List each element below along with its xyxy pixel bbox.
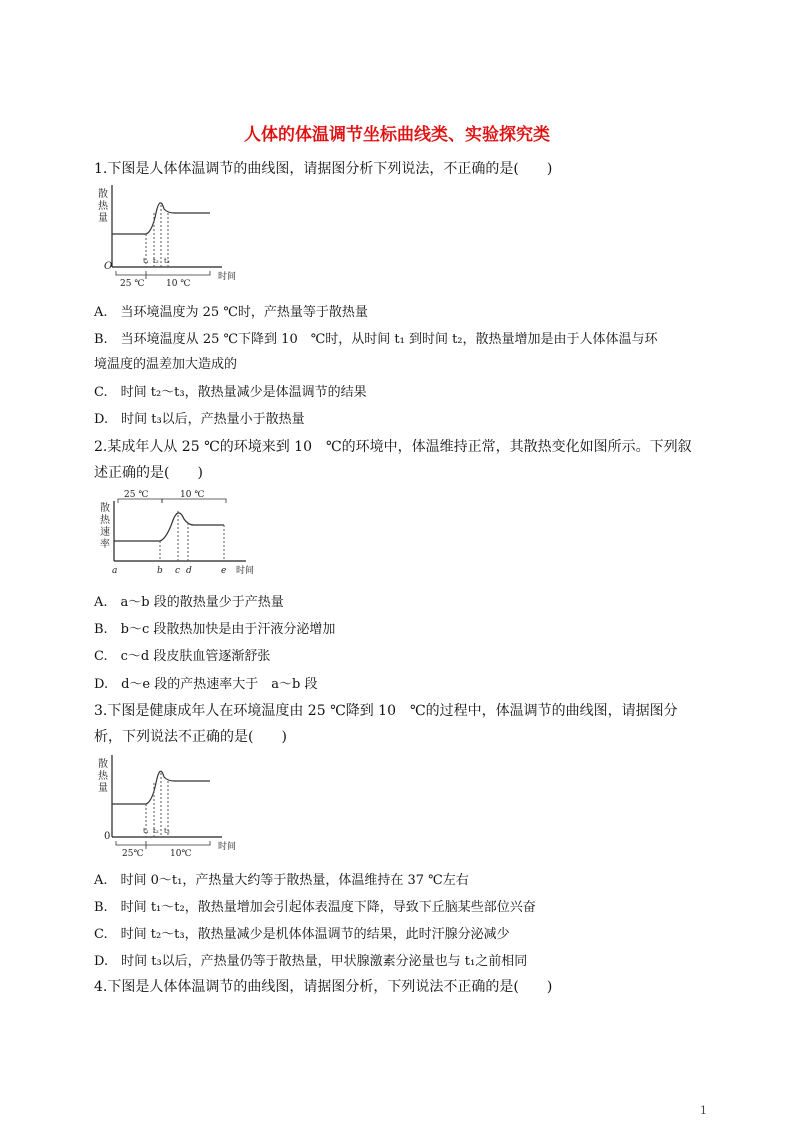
q3-range-10: 10℃: [170, 849, 192, 859]
question-1-stem: 1.下图是人体体温调节的曲线图，请据图分析下列说法，不正确的是( ): [94, 161, 553, 177]
q1-option-b-cont: 境温度的温差加大造成的: [94, 357, 238, 372]
q2-ylabel-3: 速: [100, 527, 110, 538]
q3-curve: [112, 771, 210, 804]
q2-figure: [94, 487, 274, 579]
q3-origin: 0: [104, 831, 111, 842]
q3-tick-t3: t₃: [164, 827, 170, 835]
q1-tick-t1: t₁: [143, 257, 149, 265]
q1-option-a: A. 当环境温度为 25 ℃时，产热量等于散热量: [94, 305, 368, 320]
q2-option-c: C. c～d 段皮肤血管逐渐舒张: [94, 649, 271, 664]
q3-option-c: C. 时间 t₂～t₃，散热量减少是机体体温调节的结果，此时汗腺分泌减少: [94, 927, 510, 942]
q2-tick-e: e: [221, 566, 227, 576]
q2-xlabel: 时间: [236, 566, 255, 576]
q1-range-10: 10 ℃: [166, 279, 191, 289]
question-2-stem-cont: 述正确的是( ): [94, 465, 203, 481]
q2-option-d: D. d～e 段的产热速率大于 a～b 段: [94, 677, 318, 692]
page-number: 1: [700, 1104, 707, 1117]
q2-option-a: A. a～b 段的散热量少于产热量: [94, 595, 284, 610]
q1-option-b: B. 当环境温度从 25 ℃下降到 10 ℃时，从时间 t₁ 到时间 t₂，散热量增加是由于人体体温与环: [94, 332, 658, 347]
q2-ylabel-1: 散: [100, 503, 110, 514]
q3-tick-t2: t₂: [153, 827, 159, 835]
q3-option-b: B. 时间 t₁～t₂，散热量增加会引起体表温度下降，导致下丘脑某些部位兴奋: [94, 900, 536, 915]
q3-range-25: 25℃: [122, 849, 144, 859]
q1-figure: [94, 183, 244, 293]
q1-ylabel-3: 量: [98, 213, 108, 224]
q1-xlabel: 时间: [218, 272, 237, 282]
q2-range-25: 25 ℃: [124, 490, 149, 500]
q1-tick-t2: t₂: [153, 257, 159, 265]
q2-tick-a: a: [112, 566, 118, 576]
q3-ylabel-1: 散: [98, 759, 108, 770]
q3-xlabel: 时间: [218, 842, 237, 852]
q3-ylabel-3: 量: [98, 783, 108, 794]
q3-figure: [94, 753, 244, 863]
question-3-stem-cont: 析，下列说法不正确的是( ): [94, 729, 287, 745]
q2-curve: [114, 513, 224, 541]
q3-option-d: D. 时间 t₃以后，产热量仍等于散热量，甲状腺激素分泌量也与 t₁之前相同: [94, 954, 528, 969]
q3-option-a: A. 时间 0～t₁，产热量大约等于散热量，体温维持在 37 ℃左右: [94, 873, 469, 888]
q1-range-25: 25 ℃: [120, 279, 145, 289]
q3-tick-t1: t₁: [143, 827, 149, 835]
q2-ylabel-2: 热: [100, 515, 110, 526]
q2-ylabel-4: 率: [100, 539, 110, 550]
q3-ylabel-2: 热: [98, 771, 108, 782]
page-title: 人体的体温调节坐标曲线类、实验探究类: [244, 125, 550, 145]
q2-range-10: 10 ℃: [180, 490, 205, 500]
q1-option-d: D. 时间 t₃以后，产热量小于散热量: [94, 412, 305, 427]
q2-tick-d: d: [186, 566, 192, 576]
q1-origin: O: [104, 261, 113, 272]
q1-ylabel-1: 散: [98, 189, 108, 200]
q2-option-b: B. b～c 段散热加快是由于汗液分泌增加: [94, 622, 336, 637]
q1-option-c: C. 时间 t₂～t₃，散热量减少是体温调节的结果: [94, 385, 367, 400]
q1-tick-t3: t₃: [164, 257, 170, 265]
q1-ylabel-2: 热: [98, 201, 108, 212]
question-4-stem: 4.下图是人体体温调节的曲线图，请据图分析，下列说法不正确的是( ): [94, 979, 553, 995]
question-3-stem: 3.下图是健康成年人在环境温度由 25 ℃降到 10 ℃的过程中，体温调节的曲线图，请据图分: [94, 703, 678, 719]
q2-tick-b: b: [157, 566, 163, 576]
question-2-stem: 2.某成年人从 25 ℃的环境来到 10 ℃的环境中，体温维持正常，其散热变化如图所示。下列叙: [94, 439, 692, 455]
q2-tick-c: c: [175, 566, 181, 576]
